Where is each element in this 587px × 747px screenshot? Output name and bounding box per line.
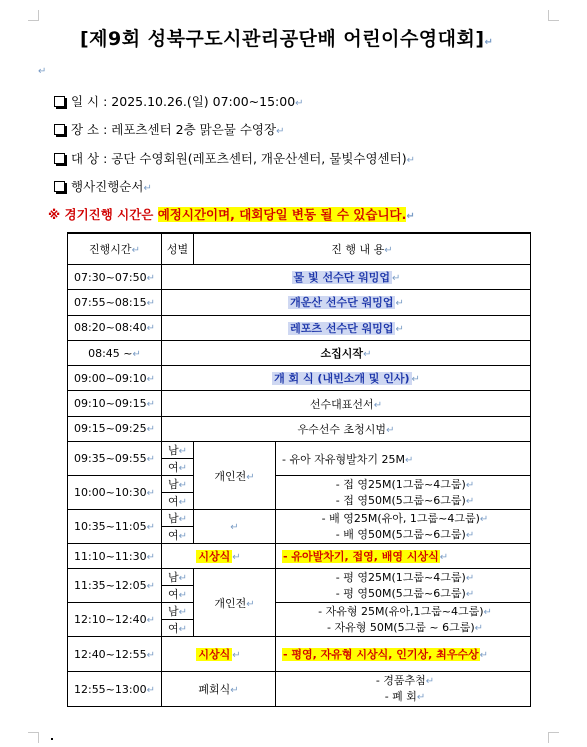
award-label-cell: 시상식 ↵ [162, 637, 276, 672]
page-corner-mark [28, 732, 39, 743]
gender-male: 남↵ [162, 603, 194, 620]
info-location: 장 소 : 레포츠센터 2층 맑은물 수영장↵ [54, 120, 284, 138]
gender-male: 남↵ [162, 442, 194, 459]
gender-female: 여↵ [162, 493, 194, 510]
paragraph-mark: ↵ [38, 66, 47, 77]
table-row [68, 672, 531, 707]
content-cell: 물 빛 선수단 워밍업 ↵ [162, 265, 531, 290]
table-row [68, 340, 531, 365]
cursor-mark [51, 738, 53, 740]
time-cell: 12:40~12:55↵ [68, 637, 162, 672]
checkbox-bullet-icon [54, 153, 65, 164]
event-type-cell: ↵ [194, 510, 276, 544]
info-schedule-heading: 행사진행순서↵ [54, 177, 152, 195]
header-content: 진 행 내 용↵ [194, 233, 531, 265]
award-content-cell: - 평영, 자유형 시상식, 인기상, 최우수상↵ [276, 637, 531, 672]
time-cell: 07:30~07:50↵ [68, 265, 162, 290]
time-cell: 07:55~08:15↵ [68, 290, 162, 315]
time-cell: 12:55~13:00↵ [68, 672, 162, 707]
table-row [68, 391, 531, 416]
table-row [68, 544, 531, 569]
document-title: [제9회 성북구도시관리공단배 어린이수영대회]↵ [80, 28, 494, 50]
time-cell: 09:35~09:55↵ [68, 442, 162, 476]
table-row [68, 366, 531, 391]
table-row [68, 510, 531, 527]
page-corner-mark [548, 732, 559, 743]
event-cell: - 유아 자유형발차기 25M↵ [276, 442, 531, 476]
award-label-cell: 시상식 ↵ [162, 544, 276, 569]
content-cell: 레포츠 선수단 워밍업 ↵ [162, 315, 531, 340]
gender-male: 남↵ [162, 476, 194, 493]
content-cell: 소집시작↵ [162, 340, 531, 365]
gender-male: 남↵ [162, 569, 194, 586]
time-cell: 09:10~09:15↵ [68, 391, 162, 416]
time-cell: 09:00~09:10↵ [68, 366, 162, 391]
checkbox-bullet-icon [54, 96, 65, 107]
gender-male: 남↵ [162, 510, 194, 527]
content-cell: 우수선수 초청시범↵ [162, 416, 531, 441]
checkbox-bullet-icon [54, 181, 65, 192]
notice: ※ 경기진행 시간은 예정시간이며, 대회당일 변동 될 수 있습니다.↵ [48, 207, 415, 222]
checkbox-bullet-icon [54, 124, 65, 135]
closing-content-cell: - 경품추첨↵ - 폐 회↵ [276, 672, 531, 707]
event-cell: - 자유형 25M(유아,1그룹~4그룹)↵ - 자유형 50M(5그룹 ~ 6그룹)↵ [276, 603, 531, 637]
schedule-table [67, 232, 531, 707]
time-cell: 11:10~11:30↵ [68, 544, 162, 569]
header-gender: 성별 [162, 233, 194, 265]
time-cell: 08:20~08:40↵ [68, 315, 162, 340]
event-cell: - 접 영25M(1그룹~4그룹)↵ - 접 영50M(5그룹~6그룹)↵ [276, 476, 531, 510]
table-row [68, 265, 531, 290]
time-cell: 11:35~12:05↵ [68, 569, 162, 603]
time-cell: 10:35~11:05↵ [68, 510, 162, 544]
table-header-row [68, 233, 531, 265]
gender-female: 여↵ [162, 620, 194, 637]
content-cell: 선수대표선서↵ [162, 391, 531, 416]
table-row [68, 637, 531, 672]
content-cell: 개운산 선수단 워밍업 ↵ [162, 290, 531, 315]
table-row [68, 476, 531, 493]
table-row [68, 569, 531, 586]
gender-female: 여↵ [162, 459, 194, 476]
award-content-cell: - 유아발차기, 접영, 배영 시상식↵ [276, 544, 531, 569]
table-row [68, 603, 531, 620]
gender-female: 여↵ [162, 527, 194, 544]
closing-label-cell: 폐회식↵ [162, 672, 276, 707]
header-time: 진행시간↵ [68, 233, 162, 265]
table-row [68, 315, 531, 340]
time-cell: 10:00~10:30↵ [68, 476, 162, 510]
page-corner-mark [28, 10, 39, 21]
event-cell: - 평 영25M(1그룹~4그룹)↵ - 평 영50M(5그룹~6그룹)↵ [276, 569, 531, 603]
content-cell: 개 회 식 (내빈소개 및 인사) ↵ [162, 366, 531, 391]
time-cell: 12:10~12:40↵ [68, 603, 162, 637]
time-cell: 08:45 ~↵ [68, 340, 162, 365]
event-cell: - 배 영25M(유아, 1그룹~4그룹)↵ - 배 영50M(5그룹~6그룹)↵ [276, 510, 531, 544]
event-type-cell: 개인전↵ [194, 442, 276, 510]
time-cell: 09:15~09:25↵ [68, 416, 162, 441]
info-target: 대 상 : 공단 수영회원(레포츠센터, 개운산센터, 물빛수영센터)↵ [54, 149, 415, 167]
table-row [68, 442, 531, 459]
page-corner-mark [548, 10, 559, 21]
gender-female: 여↵ [162, 586, 194, 603]
event-type-cell: 개인전↵ [194, 569, 276, 637]
info-date: 일 시 : 2025.10.26.(일) 07:00~15:00↵ [54, 92, 304, 110]
table-row [68, 290, 531, 315]
table-row [68, 416, 531, 441]
